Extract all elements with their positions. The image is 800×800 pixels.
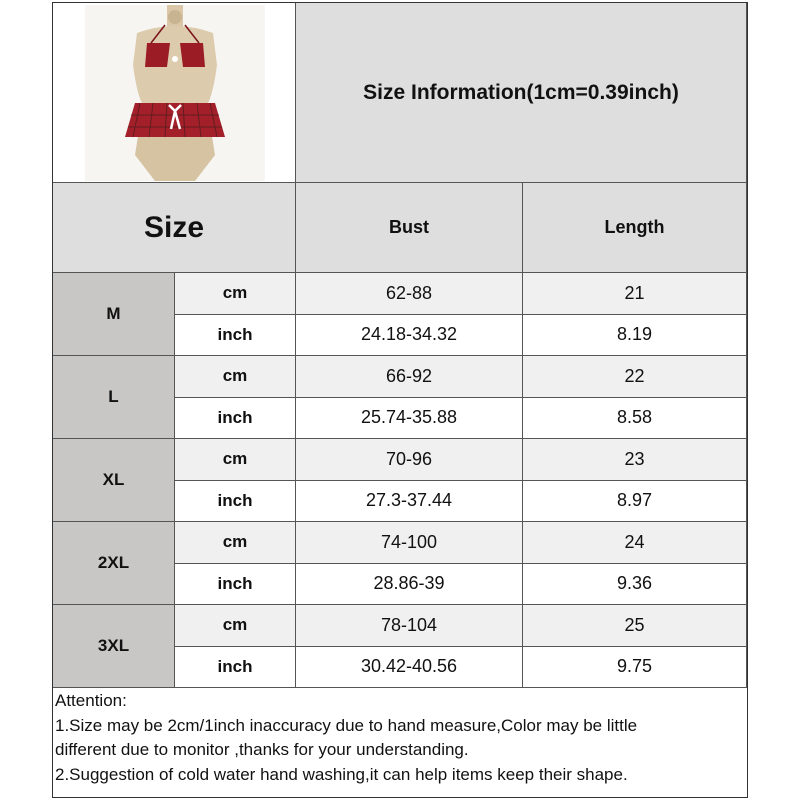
length-cm-cell-text: 25: [624, 614, 645, 635]
unit-cm-cell: [175, 605, 296, 647]
length-inch-cell: [523, 481, 747, 523]
unit-inch-cell: [175, 398, 296, 440]
unit-cm-cell: [175, 522, 296, 564]
size-chart: [52, 2, 748, 798]
attention-notes: [53, 687, 747, 787]
bust-cm-cell: [296, 522, 523, 564]
length-inch-cell: [523, 315, 747, 357]
size-label-cell-text: L: [108, 387, 119, 406]
notes-line-2: 2.Suggestion of cold water hand washing,it can help items keep their shape.: [55, 764, 628, 784]
bust-cm-cell: [296, 605, 523, 647]
length-inch-cell: [523, 398, 747, 440]
size-header: Size: [143, 210, 205, 244]
unit-cm-cell-text: cm: [222, 532, 248, 552]
bust-cm-cell: [296, 356, 523, 398]
bust-inch-cell-text: 24.18-34.32: [360, 324, 458, 345]
length-inch-cell: [523, 647, 747, 689]
length-inch-cell-text: 8.19: [616, 324, 653, 345]
notes-heading: Attention:: [55, 691, 127, 710]
bust-cm-cell-text: 62-88: [385, 282, 433, 303]
unit-cm-cell: [175, 356, 296, 398]
bust-inch-cell-text: 28.86-39: [373, 573, 445, 594]
unit-inch-cell: [175, 564, 296, 606]
notes-line-1b: different due to monitor ,thanks for your understanding.: [55, 740, 469, 759]
unit-inch-cell-text: inch: [217, 324, 253, 344]
length-header-cell: [523, 183, 747, 273]
bust-inch-cell-text: 27.3-37.44: [365, 490, 453, 511]
bust-inch-cell-text: 30.42-40.56: [360, 656, 458, 677]
size-label-cell: [53, 273, 175, 356]
unit-cm-cell: [175, 273, 296, 315]
size-label-cell-text: 3XL: [97, 636, 130, 655]
bust-cm-cell-text: 78-104: [380, 614, 438, 635]
length-inch-cell-text: 9.75: [616, 656, 653, 677]
size-label-cell: [53, 522, 175, 605]
size-label-cell: [53, 439, 175, 522]
product-photo: [85, 5, 265, 181]
unit-cm-cell-text: cm: [222, 366, 248, 386]
unit-inch-cell-text: inch: [217, 573, 253, 593]
length-cm-cell-text: 21: [624, 282, 645, 303]
size-label-cell: [53, 605, 175, 688]
length-header: Length: [604, 217, 665, 237]
bust-cm-cell-text: 70-96: [385, 448, 433, 469]
size-label-cell-text: 2XL: [97, 553, 130, 572]
product-image-cell: [53, 3, 296, 183]
unit-inch-cell-text: inch: [217, 656, 253, 676]
bust-inch-cell: [296, 647, 523, 689]
unit-inch-cell: [175, 315, 296, 357]
page-title: Size Information(1cm=0.39inch): [363, 80, 679, 104]
length-cm-cell-text: 24: [624, 531, 645, 552]
unit-inch-cell: [175, 647, 296, 689]
bust-cm-cell-text: 66-92: [385, 365, 433, 386]
length-cm-cell-text: 23: [624, 448, 645, 469]
bust-header: Bust: [389, 217, 429, 237]
length-cm-cell: [523, 273, 747, 315]
length-inch-cell-text: 8.97: [616, 490, 653, 511]
size-info-title-cell: [296, 3, 747, 183]
length-cm-cell: [523, 605, 747, 647]
length-inch-cell-text: 8.58: [616, 407, 653, 428]
length-inch-cell-text: 9.36: [616, 573, 653, 594]
size-header-cell: [53, 183, 296, 273]
unit-cm-cell-text: cm: [222, 283, 248, 303]
unit-cm-cell-text: cm: [222, 615, 248, 635]
length-cm-cell: [523, 356, 747, 398]
bust-cm-cell-text: 74-100: [380, 531, 438, 552]
length-inch-cell: [523, 564, 747, 606]
bust-inch-cell: [296, 315, 523, 357]
size-label-cell-text: XL: [102, 470, 125, 489]
bust-inch-cell: [296, 564, 523, 606]
unit-inch-cell-text: inch: [217, 407, 253, 427]
bust-header-cell: [296, 183, 523, 273]
unit-cm-cell: [175, 439, 296, 481]
bust-inch-cell-text: 25.74-35.88: [360, 407, 458, 428]
length-cm-cell: [523, 439, 747, 481]
unit-inch-cell-text: inch: [217, 490, 253, 510]
length-cm-cell: [523, 522, 747, 564]
bust-cm-cell: [296, 439, 523, 481]
bust-inch-cell: [296, 398, 523, 440]
bust-inch-cell: [296, 481, 523, 523]
unit-cm-cell-text: cm: [222, 449, 248, 469]
bust-cm-cell: [296, 273, 523, 315]
size-label-cell-text: M: [106, 304, 121, 323]
notes-line-1a: 1.Size may be 2cm/1inch inaccuracy due to hand measure,Color may be little: [55, 715, 638, 735]
length-cm-cell-text: 22: [624, 365, 645, 386]
size-label-cell: [53, 356, 175, 439]
unit-inch-cell: [175, 481, 296, 523]
